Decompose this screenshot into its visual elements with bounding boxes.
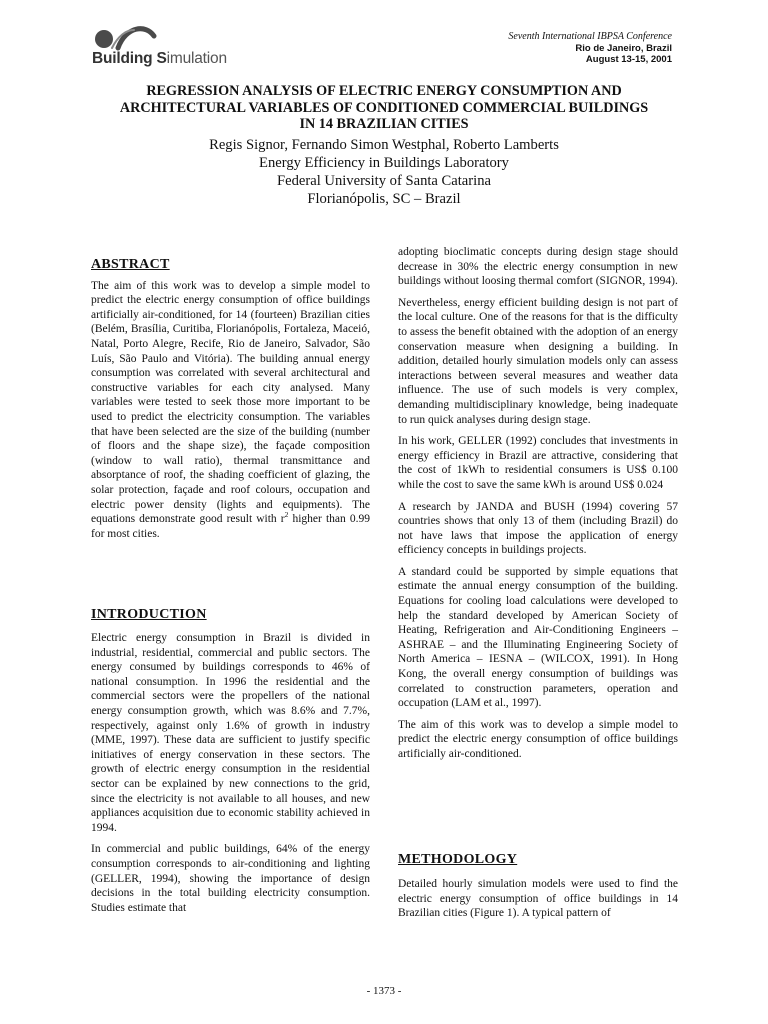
building-simulation-logo [92, 22, 232, 70]
right-paragraph-3: In his work, GELLER (1992) concludes that investments in energy efficiency in Brazil are attractive, considering that the cost of 1kWh to residential consumers is US$ 0.100 while the cost to save the same kWh is around US$ 0.024 [398, 435, 678, 491]
author-block [80, 136, 688, 208]
logo-wordmark [92, 50, 227, 68]
conference-info [508, 30, 672, 65]
abstract-heading: ABSTRACT [91, 257, 170, 272]
title-line-2: ARCHITECTURAL VARIABLES OF CONDITIONED COMMERCIAL BUILDINGS [119, 99, 649, 116]
right-column-body [398, 245, 678, 769]
left-column [91, 250, 370, 914]
page-number: - 1373 - [366, 985, 402, 997]
conference-dates: August 13-15, 2001 [585, 54, 672, 65]
conference-name: Seventh International IBPSA Conference [508, 31, 672, 42]
conference-location: Rio de Janeiro, Brazil [575, 43, 672, 54]
abstract-superscript: 2 [284, 510, 289, 520]
logo-letter-s: S [156, 50, 167, 67]
author-names: Regis Signor, Fernando Simon Westphal, Roberto Lamberts [209, 137, 559, 153]
methodology-body [398, 877, 678, 928]
author-university: Federal University of Santa Catarina [277, 173, 491, 189]
methodology-paragraph-1: Detailed hourly simulation models were used to find the electric energy consumption of office buildings in 14 Brazilian cities (Figure 1). A typical pattern of [398, 878, 678, 920]
author-lab: Energy Efficiency in Buildings Laboratory [259, 155, 509, 171]
author-city: Florianópolis, SC – Brazil [307, 191, 461, 207]
title-line-1: REGRESSION ANALYSIS OF ELECTRIC ENERGY CONSUMPTION AND [146, 83, 622, 99]
logo-word-imulation: imulation [166, 50, 227, 67]
title-line-3: IN 14 BRAZILIAN CITIES [299, 116, 469, 132]
methodology-heading: METHODOLOGY [398, 852, 518, 867]
abstract-text-end: higher than 0.99 for most cities. [91, 513, 370, 540]
abstract-paragraph [91, 279, 370, 542]
right-paragraph-2: Nevertheless, energy efficient building design is not part of the local culture. One of the reasons for that is the difficulty to assess the benefit obtained with the adoption of an energy conservation measure when designing a building. In addition, detailed hourly simulation models only can assess interactions between several measures and weather data influence. The use of such models is very complex, demanding multidisciplinary knowledge, being inadequate to run quick analyses during design stage. [398, 296, 678, 426]
introduction-heading: INTRODUCTION [91, 607, 207, 622]
introduction-paragraph-1: Electric energy consumption in Brazil is divided in industrial, residential, commercial and public sectors. The energy consumed by buildings corresponds to 46% of national consumption. In 1996 the residential and the commercial sectors were the propellers of the national energy consumption growth, which was 8.6% and 7.7%, respectively, against only 1.6% of growth in industry (MME, 1997). These data are sufficient to justify specific initiatives of energy conservation in these sectors. The growth of electric energy consumption in the residential sector can be explained by new connections to the grid, since the electricity is not available to all houses, and new appliances acquisition due to economic stability achieved in 1994. [91, 632, 370, 834]
right-paragraph-4: A research by JANDA and BUSH (1994) covering 57 countries shows that only 13 of them (including Brazil) do not have laws that impose the application of energy efficiency concepts in buildings projects. [398, 500, 678, 557]
right-paragraph-5: A standard could be supported by simple equations that estimate the annual energy consumption of the building. Equations for cooling load calculations were developed to help the standard developed by American Society of Heating, Refrigeration and Air-Conditioning Engineers – ASHRAE – and the Illuminating Engineering Society of North America – IESNA – (WILCOX, 1991). In Hong Kong, the overall energy consumption of buildings was correlated to construction parameters, operation and occupation (LAM et al., 1997). [398, 565, 678, 710]
paper-title [80, 83, 688, 133]
right-paragraph-6: The aim of this work was to develop a simple model to predict the electric energy consumption of office buildings artificially air-conditioned. [398, 718, 678, 760]
logo-swoosh-icon [92, 22, 232, 52]
logo-word-building: Building [92, 50, 153, 67]
abstract-text-main: The aim of this work was to develop a simple model to predict the electric energy consumption of office buildings artificially air-conditioned, for 14 (fourteen) Brazilian cities (Belém, Brasília, Curitiba, Florianópolis, Fortaleza, Maceió, Natal, Porto Alegre, Recife, Rio de Janeiro, Salvador, São Luís, São Paulo and Vitória). The building annual energy consumption was correlated with several architectural and constructive variables for each city analysed. Many variables were tested to seek those more important to be used to predict the electricity consumption. The variables that have been selected are the size of the building (number of floors and the shape size), the façade composition (window to wall ratio), thermal transmittance and absorptance of roof, the shading coefficient of glazing, the solar protection, façade and roof colours, occupation and electric power density (lights and equipments). The equations demonstrate good result with r [91, 279, 370, 526]
introduction-paragraph-2: In commercial and public buildings, 64% of the energy consumption corresponds to air-conditioning and lighting (GELLER, 1994), showing the importance of design decisions in the total building electricity consumption. Studies estimate that [91, 843, 370, 914]
right-paragraph-1: adopting bioclimatic concepts during design stage should decrease in 30% the electric energy consumption in new buildings without loosing thermal comfort (SIGNOR, 1994). [398, 246, 678, 288]
introduction-body [91, 631, 370, 922]
